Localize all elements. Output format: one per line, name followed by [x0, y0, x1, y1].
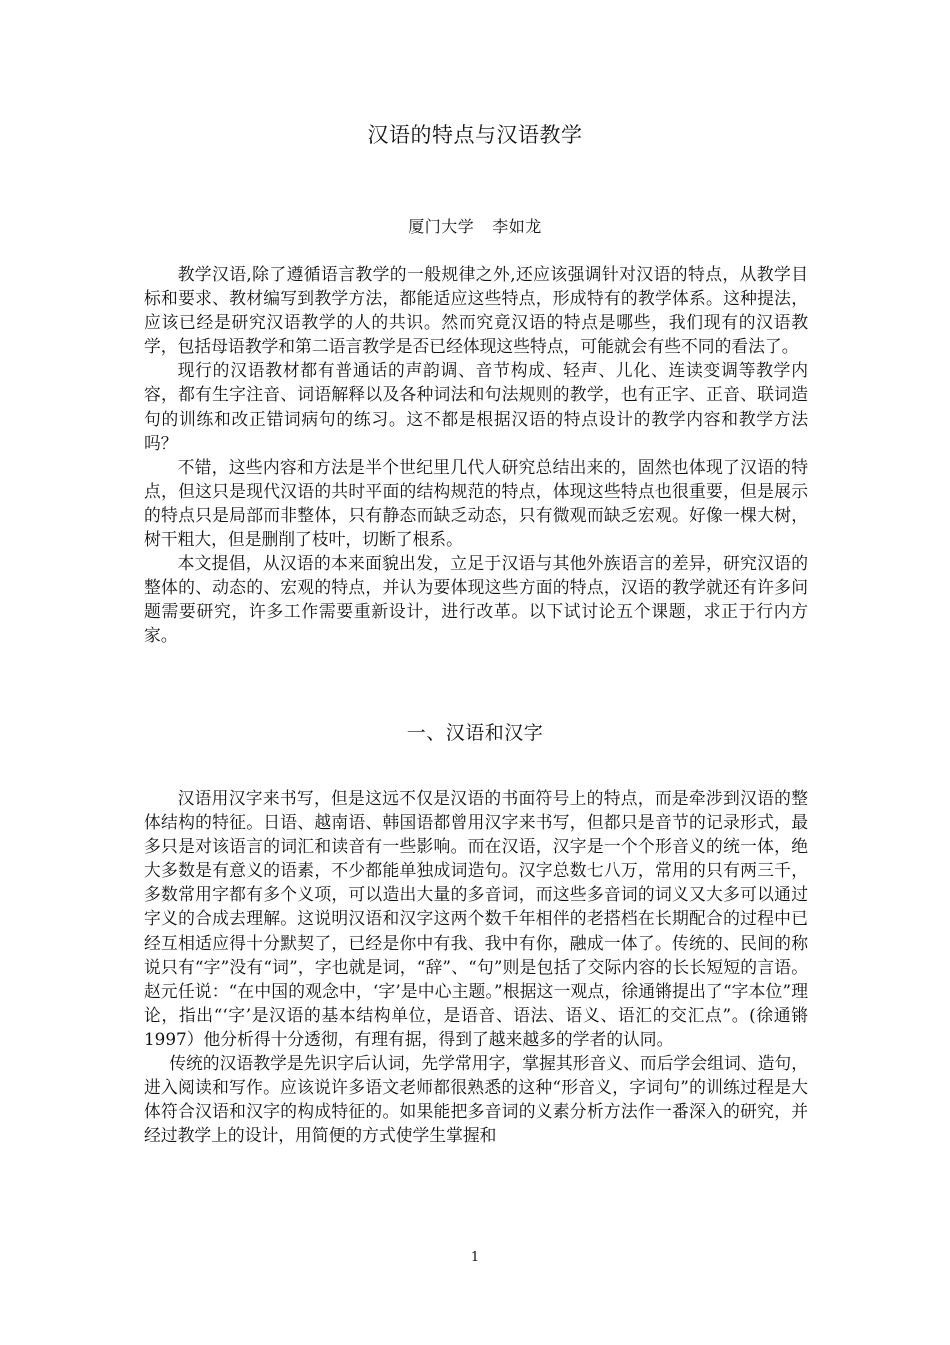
paragraph: 教学汉语,除了遵循语言教学的一般规律之外,还应该强调针对汉语的特点，从教学目标和要求、教材编写到教学方法，都能适应这些特点，形成特有的教学体系。这种提法，应该已经是研究汉语教学的人的共识。然而究竟汉语的特点是哪些，我们现有的汉语教学，包括母语教学和第二语言教学是否已经体现这些特点，可能就会有些不同的看法了。 — [144, 264, 808, 357]
paragraph: 本文提倡，从汉语的本来面貌出发，立足于汉语与其他外族语言的差异，研究汉语的整体的、动态的、宏观的特点，并认为要体现这些方面的特点，汉语的教学就还有许多问题需要研究，许多工作需要重新设计，进行改革。以下试讨论五个课题，求正于行内方家。 — [144, 553, 808, 646]
section-text — [144, 786, 808, 1147]
paragraph: 现行的汉语教材都有普通话的声韵调、音节构成、轻声、儿化、连读变调等教学内容，都有生字注音、词语解释以及各种词法和句法规则的教学，也有正字、正音、联词造句的训练和改正错词病句的练习。这不都是根据汉语的特点设计的教学内容和教学方法吗？ — [144, 360, 808, 453]
paragraph: 传统的汉语教学是先识字后认词，先学常用字，掌握其形音义、而后学会组词、造句，进入阅读和写作。应该说许多语文老师都很熟悉的这种“形音义，字词句”的训练过程是大体符合汉语和汉字的构成特征的。如果能把多音词的义素分析方法作一番深入的研究，并经过教学上的设计，用简便的方式使学生掌握和 — [144, 1053, 808, 1146]
intro-text — [144, 262, 808, 648]
paragraph: 不错，这些内容和方法是半个世纪里几代人研究总结出来的，固然也体现了汉语的特点，但这只是现代汉语的共时平面的结构规范的特点，体现这些特点也很重要，但是展示的特点只是局部而非整体，只有静态而缺乏动态，只有微观而缺乏宏观。好像一棵大树，树干粗大，但是删削了枝叶，切断了根系。 — [144, 456, 808, 550]
page-number: 1 — [470, 1250, 480, 1265]
section-heading: 一、汉语和汉字 — [406, 722, 544, 744]
paper-title: 汉语的特点与汉语教学 — [367, 123, 583, 147]
paragraph: 汉语用汉字来书写，但是这远不仅是汉语的书面符号上的特点，而是牵涉到汉语的整体结构的特征。日语、越南语、韩国语都曾用汉字来书写，但都只是音节的记录形式，最多只是对该语言的词汇和读音有一些影响。而在汉语，汉字是一个个形音义的统一体，绝大多数是有意义的语素，不少都能单独成词造句。汉字总数七八万，常用的只有两三千，多数常用字都有多个义项，可以造出大量的多音词，而这些多音词的词义又大多可以通过字义的合成去理解。这说明汉语和汉字这两个数千年相伴的老搭档在长期配合的过程中已经互相适应得十分默契了，已经是你中有我、我中有你，融成一体了。传统的、民间的称说只有“字”没有“词”，字也就是词，“辞”、“句”则是包括了交际内容的长长短短的言语。赵元任说：“在中国的观念中，‘字’是中心主题。”根据这一观点，徐通锵提出了“字本位”理论，指出“‘字’是汉语的基本结构单位，是语音、语法、语义、语汇的交汇点”。(徐通锵 1997）他分析得十分透彻，有理有据，得到了越来越多的学者的认同。 — [144, 788, 808, 1049]
author-name: 李如龙 — [492, 217, 542, 236]
author-line — [0, 216, 950, 238]
author-affiliation: 厦门大学 — [408, 217, 475, 236]
